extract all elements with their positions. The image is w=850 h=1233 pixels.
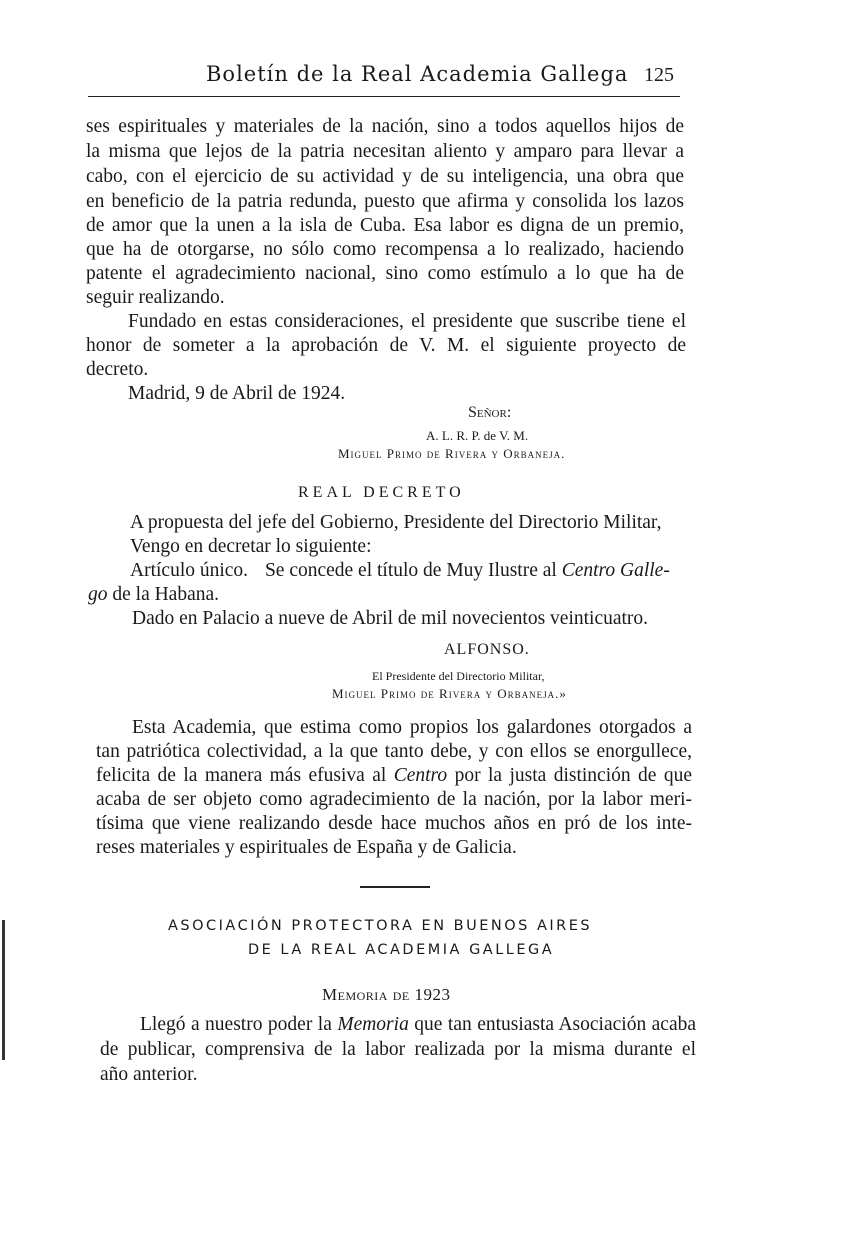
paragraph-1-line: en beneficio de la patria redunda, puesto que afirma y consolida los lazos	[86, 191, 684, 212]
section-2-heading-line-2: DE LA REAL ACADEMIA GALLEGA	[248, 942, 555, 958]
decree-line-1: A propuesta del jefe del Gobierno, Presidente del Directorio Militar,	[130, 512, 662, 533]
section-divider	[360, 886, 430, 888]
paragraph-3-text: felicita de la manera más efusiva al	[96, 765, 387, 786]
salutation-alrp: A. L. R. P. de V. M.	[426, 428, 529, 443]
article-text-end: de la Habana.	[112, 584, 220, 605]
section-2-subheading: Memoria de 1923	[322, 985, 451, 1004]
paragraph-3-line: reses materiales y espirituales de España y de Galicia.	[96, 837, 517, 858]
article-label: Artículo único.	[130, 560, 249, 581]
decree-president-name: Miguel Primo de Rivera y Orbaneja.»	[332, 686, 567, 701]
section-2-text: Llegó a nuestro poder la	[140, 1014, 332, 1035]
centro-gallego-italic: Centro Galle-	[561, 560, 670, 581]
scan-margin-mark	[2, 920, 5, 1060]
paragraph-3-line: acaba de ser objeto como agradecimiento de la nación, por la labor meri-	[96, 789, 692, 810]
memoria-italic: Memoria	[337, 1014, 409, 1035]
date-line: Madrid, 9 de Abril de 1924.	[128, 383, 346, 404]
centro-gallego-italic-end: go	[88, 584, 108, 605]
paragraph-3-line: tan patriótica colectividad, a la que tanto debe, y con ellos se enorgullece,	[96, 741, 692, 762]
salutation-signatory: Miguel Primo de Rivera y Orbaneja.	[338, 446, 566, 461]
paragraph-1-line: patente el agradecimiento nacional, sino como estímulo a lo que ha de	[86, 263, 684, 284]
salutation-senor: Señor:	[468, 404, 512, 421]
paragraph-1-line: la misma que lejos de la patria necesitan aliento y amparo para llevar a	[86, 141, 684, 162]
decree-line-2: Vengo en decretar lo siguiente:	[130, 536, 372, 557]
paragraph-1-line: seguir realizando.	[86, 287, 225, 308]
paragraph-2-line: Fundado en estas consideraciones, el presidente que suscribe tiene el	[128, 311, 686, 332]
decree-president-title: El Presidente del Directorio Militar,	[372, 669, 545, 683]
decree-king: ALFONSO.	[444, 641, 530, 658]
section-2-paragraph-line: año anterior.	[100, 1064, 198, 1085]
paragraph-1-line: de amor que la unen a la isla de Cuba. Esa labor es digna de un premio,	[86, 215, 684, 236]
paragraph-1-line: cabo, con el ejercicio de su actividad y de su inteligencia, una obra que	[86, 166, 684, 187]
running-title: Boletín de la Real Academia Gallega	[206, 62, 629, 86]
decree-article-continued	[88, 583, 219, 607]
paragraph-1-line: ses espirituales y materiales de la nación, sino a todos aquellos hijos de	[86, 116, 684, 137]
decree-heading: REAL DECRETO	[298, 484, 465, 501]
decree-article	[130, 559, 670, 583]
paragraph-3-line: tísima que viene realizando desde hace muchos años en pró de los inte-	[96, 813, 692, 834]
centro-italic: Centro	[393, 765, 448, 786]
page-header	[88, 62, 680, 97]
paragraph-2-line: decreto.	[86, 359, 149, 380]
paragraph-3-text: por la justa distinción de que	[454, 765, 693, 786]
page-number: 125	[644, 64, 674, 86]
paragraph-3-line: Esta Academia, que estima como propios los galardones otorgados a	[132, 717, 692, 738]
section-2-paragraph-line: de publicar, comprensiva de la labor realizada por la misma durante el	[100, 1039, 696, 1060]
article-text: Se concede el título de Muy Ilustre al	[264, 560, 557, 581]
section-2-text: que tan entusiasta Asociación acaba	[414, 1014, 697, 1035]
section-2-heading-line-1: ASOCIACIÓN PROTECTORA EN BUENOS AIRES	[168, 918, 593, 934]
paragraph-2-line: honor de someter a la aprobación de V. M. el siguiente proyecto de	[86, 335, 686, 356]
section-2-paragraph-line	[140, 1013, 696, 1037]
paragraph-3-line	[96, 764, 692, 788]
paragraph-1-line: que ha de otorgarse, no sólo como recompensa a lo realizado, haciendo	[86, 239, 684, 260]
decree-given: Dado en Palacio a nueve de Abril de mil novecientos veinticuatro.	[132, 608, 649, 629]
